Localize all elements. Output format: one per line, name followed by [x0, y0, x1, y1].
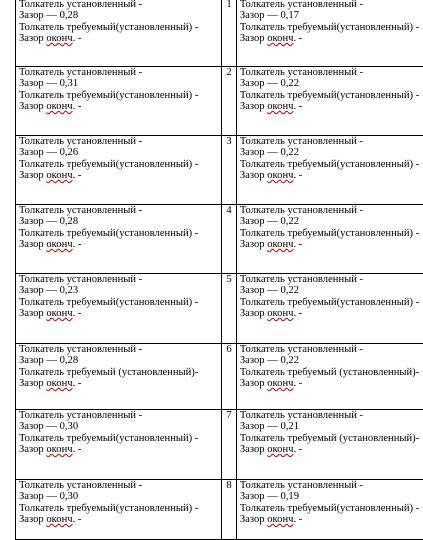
clearance-value: Зазор — 0,21: [240, 421, 423, 432]
final-clearance-label: [240, 101, 423, 112]
left-cell[interactable]: [16, 0, 222, 67]
spellcheck-word: оконч: [267, 514, 293, 525]
final-clearance-prefix: Зазор: [19, 514, 46, 525]
right-cell[interactable]: [236, 480, 423, 540]
spellcheck-word: оконч: [267, 378, 293, 389]
right-cell[interactable]: [236, 67, 423, 136]
final-clearance-label: [19, 170, 218, 181]
final-clearance-suffix: . -: [73, 514, 82, 525]
left-cell[interactable]: [16, 344, 222, 410]
pusher-required-label: Толкатель требуемый (установленный)-: [240, 367, 423, 378]
final-clearance-prefix: Зазор: [240, 444, 267, 455]
clearance-value: Зазор — 0,31: [19, 78, 218, 89]
final-clearance-prefix: Зазор: [19, 444, 46, 455]
pusher-installed-label: Толкатель установленный -: [240, 480, 423, 491]
left-cell[interactable]: [16, 480, 222, 540]
final-clearance-suffix: . -: [293, 33, 302, 44]
final-clearance-prefix: Зазор: [240, 101, 267, 112]
clearance-value: Зазор — 0,28: [19, 216, 218, 227]
table-row: [16, 344, 423, 410]
pusher-installed-label: Толкатель установленный -: [19, 67, 218, 78]
final-clearance-suffix: . -: [293, 239, 302, 250]
final-clearance-prefix: Зазор: [19, 308, 46, 319]
final-clearance-suffix: . -: [73, 308, 82, 319]
row-number: 3: [222, 136, 237, 205]
row-number: 1: [222, 0, 237, 67]
final-clearance-prefix: Зазор: [240, 514, 267, 525]
table-row: [16, 136, 423, 205]
clearance-value: Зазор — 0,22: [240, 78, 423, 89]
pusher-installed-label: Толкатель установленный -: [240, 67, 423, 78]
pusher-required-label: Толкатель требуемый (установленный)-: [240, 433, 423, 444]
pusher-required-label: Толкатель требуемый(установленный) -: [19, 90, 218, 101]
clearance-value: Зазор — 0,28: [19, 10, 218, 21]
pusher-installed-label: Толкатель установленный -: [240, 136, 423, 147]
spellcheck-word: оконч: [267, 444, 293, 455]
left-cell[interactable]: [16, 274, 222, 344]
pusher-required-label: Толкатель требуемый(установленный) -: [240, 22, 423, 33]
pusher-required-label: Толкатель требуемый(установленный) -: [19, 22, 218, 33]
pusher-required-label: Толкатель требуемый(установленный) -: [240, 228, 423, 239]
final-clearance-label: [19, 514, 218, 525]
pusher-required-label: Толкатель требуемый(установленный) -: [19, 433, 218, 444]
right-cell[interactable]: [236, 410, 423, 480]
spellcheck-word: оконч: [46, 101, 72, 112]
pusher-installed-label: Толкатель установленный -: [240, 274, 423, 285]
final-clearance-prefix: Зазор: [19, 239, 46, 250]
final-clearance-suffix: . -: [293, 444, 302, 455]
final-clearance-suffix: . -: [73, 101, 82, 112]
row-number: 4: [222, 205, 237, 274]
pusher-required-label: Толкатель требуемый(установленный) -: [19, 297, 218, 308]
row-number: 8: [222, 480, 237, 540]
pusher-required-label: Толкатель требуемый (установленный)-: [19, 367, 218, 378]
clearance-value: Зазор — 0,22: [240, 147, 423, 158]
final-clearance-prefix: Зазор: [240, 308, 267, 319]
final-clearance-prefix: Зазор: [240, 170, 267, 181]
final-clearance-suffix: . -: [73, 170, 82, 181]
row-number: 6: [222, 344, 237, 410]
spellcheck-word: оконч: [46, 170, 72, 181]
final-clearance-label: [240, 444, 423, 455]
pusher-installed-label: Толкатель установленный -: [19, 480, 218, 491]
clearance-value: Зазор — 0,30: [19, 491, 218, 502]
right-cell[interactable]: [236, 0, 423, 67]
pusher-required-label: Толкатель требуемый(установленный) -: [19, 503, 218, 514]
left-cell[interactable]: [16, 136, 222, 205]
spellcheck-word: оконч: [267, 33, 293, 44]
pusher-required-label: Толкатель требуемый(установленный) -: [19, 159, 218, 170]
right-cell[interactable]: [236, 205, 423, 274]
row-number: 2: [222, 67, 237, 136]
table-row: [16, 274, 423, 344]
table-row: [16, 480, 423, 540]
clearance-value: Зазор — 0,22: [240, 216, 423, 227]
final-clearance-label: [19, 33, 218, 44]
final-clearance-prefix: Зазор: [240, 239, 267, 250]
clearance-value: Зазор — 0,26: [19, 147, 218, 158]
pusher-installed-label: Толкатель установленный -: [19, 344, 218, 355]
clearance-value: Зазор — 0,22: [240, 355, 423, 366]
final-clearance-prefix: Зазор: [19, 33, 46, 44]
pusher-installed-label: Толкатель установленный -: [19, 274, 218, 285]
table-row: [16, 0, 423, 67]
pusher-installed-label: Толкатель установленный -: [19, 410, 218, 421]
left-cell[interactable]: [16, 67, 222, 136]
final-clearance-label: [240, 378, 423, 389]
clearance-value: Зазор — 0,22: [240, 285, 423, 296]
final-clearance-suffix: . -: [73, 239, 82, 250]
left-cell[interactable]: [16, 205, 222, 274]
final-clearance-suffix: . -: [73, 33, 82, 44]
clearance-value: Зазор — 0,19: [240, 491, 423, 502]
clearance-value: Зазор — 0,30: [19, 421, 218, 432]
final-clearance-suffix: . -: [293, 378, 302, 389]
final-clearance-label: [240, 239, 423, 250]
final-clearance-suffix: . -: [293, 101, 302, 112]
pusher-required-label: Толкатель требуемый(установленный) -: [240, 159, 423, 170]
spellcheck-word: оконч: [267, 101, 293, 112]
final-clearance-label: [240, 33, 423, 44]
table-row: [16, 205, 423, 274]
spellcheck-word: оконч: [46, 239, 72, 250]
pusher-required-label: Толкатель требуемый(установленный) -: [240, 297, 423, 308]
spellcheck-word: оконч: [46, 514, 72, 525]
pusher-installed-label: Толкатель установленный -: [19, 0, 218, 10]
clearance-value: Зазор — 0,23: [19, 285, 218, 296]
right-cell[interactable]: [236, 344, 423, 410]
right-cell[interactable]: [236, 274, 423, 344]
final-clearance-label: [19, 239, 218, 250]
table-row: [16, 410, 423, 480]
final-clearance-label: [19, 308, 218, 319]
pusher-required-label: Толкатель требуемый(установленный) -: [240, 503, 423, 514]
final-clearance-suffix: . -: [293, 170, 302, 181]
spellcheck-word: оконч: [46, 33, 72, 44]
final-clearance-suffix: . -: [73, 378, 82, 389]
spellcheck-word: оконч: [267, 170, 293, 181]
final-clearance-prefix: Зазор: [19, 101, 46, 112]
row-number: 7: [222, 410, 237, 480]
spellcheck-word: оконч: [46, 444, 72, 455]
left-cell[interactable]: [16, 410, 222, 480]
pusher-installed-label: Толкатель установленный -: [19, 136, 218, 147]
pusher-installed-label: Толкатель установленный -: [240, 410, 423, 421]
final-clearance-label: [240, 514, 423, 525]
final-clearance-suffix: . -: [293, 308, 302, 319]
clearance-table: [15, 0, 423, 540]
spellcheck-word: оконч: [267, 239, 293, 250]
final-clearance-label: [240, 170, 423, 181]
pusher-installed-label: Толкатель установленный -: [240, 0, 423, 10]
right-cell[interactable]: [236, 136, 423, 205]
final-clearance-label: [19, 444, 218, 455]
final-clearance-prefix: Зазор: [19, 378, 46, 389]
pusher-installed-label: Толкатель установленный -: [240, 205, 423, 216]
final-clearance-label: [19, 378, 218, 389]
final-clearance-label: [19, 101, 218, 112]
clearance-value: Зазор — 0,28: [19, 355, 218, 366]
final-clearance-prefix: Зазор: [240, 33, 267, 44]
spellcheck-word: оконч: [46, 308, 72, 319]
final-clearance-suffix: . -: [73, 444, 82, 455]
clearance-table-body: [16, 0, 423, 540]
clearance-value: Зазор — 0,17: [240, 10, 423, 21]
pusher-installed-label: Толкатель установленный -: [19, 205, 218, 216]
spellcheck-word: оконч: [267, 308, 293, 319]
final-clearance-label: [240, 308, 423, 319]
table-row: [16, 67, 423, 136]
pusher-required-label: Толкатель требуемый(установленный) -: [19, 228, 218, 239]
pusher-installed-label: Толкатель установленный -: [240, 344, 423, 355]
pusher-required-label: Толкатель требуемый(установленный) -: [240, 90, 423, 101]
final-clearance-prefix: Зазор: [240, 378, 267, 389]
spellcheck-word: оконч: [46, 378, 72, 389]
final-clearance-suffix: . -: [293, 514, 302, 525]
row-number: 5: [222, 274, 237, 344]
final-clearance-prefix: Зазор: [19, 170, 46, 181]
